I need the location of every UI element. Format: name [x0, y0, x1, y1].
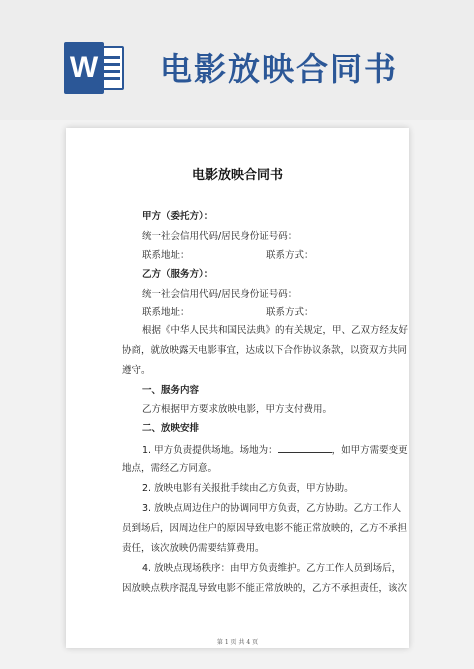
item-4-line-2: 因放映点秩序混乱导致电影不能正常放映的，乙方不承担责任，该次	[122, 583, 408, 594]
party-b-label: 乙方（服务方）：	[142, 269, 214, 280]
document-title: 电影放映合同书	[191, 168, 283, 183]
party-a-address-label: 联系地址：	[142, 250, 190, 261]
banner-title: 电影放映合同书	[160, 50, 399, 88]
item-1-line-1	[142, 442, 408, 458]
party-a-contact-label: 联系方式：	[266, 250, 314, 261]
section-1-heading: 一、服务内容	[142, 385, 200, 396]
party-b-contact-label: 联系方式：	[266, 307, 314, 318]
item-2-line-1: 2. 放映电影有关报批手续由乙方负责，甲方协助。	[142, 483, 354, 494]
item-1-line-2: 地点，需经乙方同意。	[122, 463, 218, 474]
party-b-id-label: 统一社会信用代码/居民身份证号码：	[142, 289, 298, 300]
party-b-address-label: 联系地址：	[142, 307, 190, 318]
item-3-line-1: 3. 放映点周边住户的协调同甲方负责，乙方协助。乙方工作人	[142, 503, 402, 514]
item-3-line-2: 员到场后，因周边住户的原因导致电影不能正常放映的，乙方不承担	[122, 523, 408, 534]
party-a-label: 甲方（委托方）：	[142, 211, 214, 222]
section-2-heading: 二、放映安排	[142, 423, 200, 434]
party-a-id-label: 统一社会信用代码/居民身份证号码：	[142, 231, 298, 242]
section-1-body: 乙方根据甲方要求放映电影，甲方支付费用。	[142, 404, 333, 415]
word-letter: W	[64, 42, 104, 94]
page-number-footer: 第 1 页 共 4 页	[216, 639, 259, 646]
item-1-text-after-blank: ，如甲方需要变更	[331, 445, 408, 456]
venue-blank-line	[278, 442, 332, 453]
item-1-text-before-blank: 1. 甲方负责提供场地。场地为：	[142, 445, 278, 456]
item-3-line-3: 责任，该次放映仍需要结算费用。	[122, 543, 265, 554]
word-document-icon	[64, 42, 126, 92]
intro-paragraph-line-1: 根据《中华人民共和国民法典》的有关规定，甲、乙双方经友好	[142, 325, 409, 336]
intro-paragraph-line-3: 遵守。	[122, 365, 151, 376]
preview-banner	[0, 0, 474, 120]
intro-paragraph-line-2: 协商，就放映露天电影事宜，达成以下合作协议条款，以资双方共同	[122, 345, 408, 356]
document-page	[66, 128, 409, 648]
item-4-line-1: 4. 放映点现场秩序：由甲方负责维护。乙方工作人员到场后，	[142, 563, 402, 574]
